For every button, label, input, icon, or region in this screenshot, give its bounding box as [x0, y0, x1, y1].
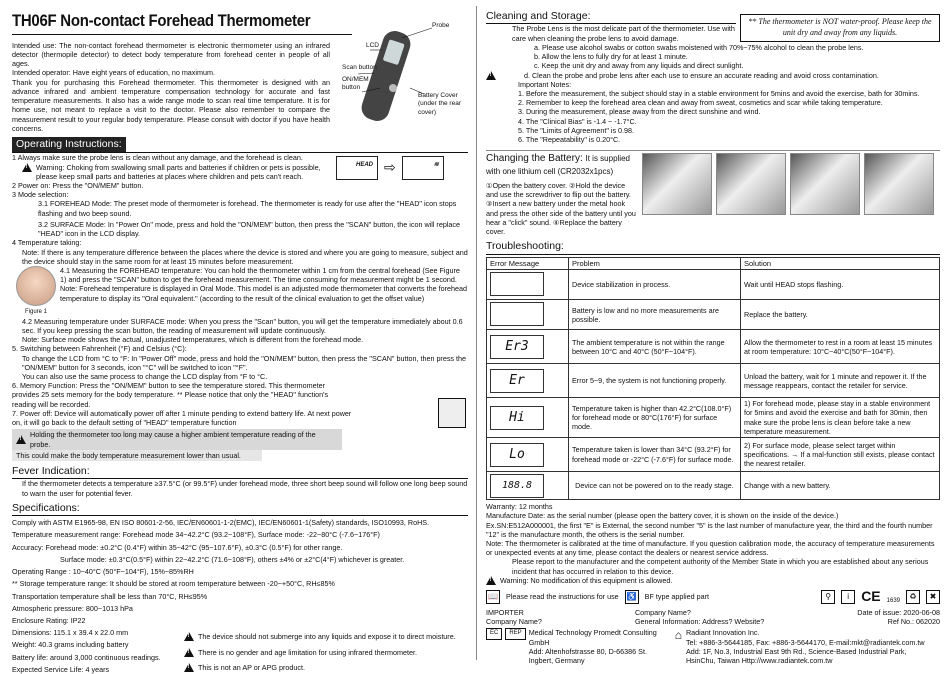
note-line: 3. During the measurement, please away from the direct sunshine and wind. [518, 107, 761, 117]
instruction-3: 3 Mode selection: [12, 190, 69, 200]
importer-info: General Information: Address? Website? [634, 617, 765, 627]
lcd-surface-icon: ≋ [402, 156, 444, 180]
ref-number: Ref No.: 062020 [887, 617, 940, 627]
title-rule [12, 34, 352, 35]
problem-cell: Device stabilization in process. [569, 270, 741, 300]
cleaning-step-d: ! d. Clean the probe and probe lens after each use to ensure an accurate reading and avoid cross contamination. [486, 71, 940, 80]
spec-warnings [184, 632, 456, 672]
fever-heading: Fever Indication: [12, 465, 468, 479]
column-header: Problem [569, 257, 741, 270]
spec-list [12, 518, 468, 674]
spec-line: Transportation temperature shall be less than 70°C, RH≤95% [12, 591, 208, 601]
battery-heading: Changing the Battery: It is supplied with one lithium cell (CR2032x1pcs) [486, 153, 630, 177]
manufacturer-icon: ⌂ [674, 628, 682, 643]
document-title: TH06F Non-contact Forehead Thermometer [12, 11, 311, 30]
ec-rep-symbol: EC [486, 628, 502, 640]
manufacturer-address: Add: 1F, No.3, Industrial East 9th Rd., Science-Based Industrial Park, HsinChu, Taiwan Http://www.radiantek.com.tw [685, 646, 907, 666]
battery-step-photo [864, 153, 934, 215]
scan-button-label: Scan button [342, 64, 377, 71]
spec-warning: This is not an AP or APG product. [198, 662, 305, 672]
notes-title: Important Notes: [518, 79, 572, 89]
spec-line: Accuracy: Forehead mode: ±0.2°C (0.4°F) within 35~42°C (95~107.6°F), ±0.3°C (0.5°F) for other range. [12, 542, 343, 552]
solution-cell: Wait until HEAD stops flashing. [741, 270, 940, 300]
lcd-head-icon: HEAD [336, 156, 378, 180]
importer-name: Company Name? [486, 617, 542, 627]
bf-label: BF type applied part [644, 592, 709, 602]
warranty-line: Please report to the manufacturer and the competent authority of the Member State in which you are established about any serious incident that has occurred in relation to this device. [512, 557, 929, 576]
table-header-row [487, 257, 940, 270]
onmem-button-label: ON/MEM button [342, 76, 369, 92]
warning-icon [22, 163, 32, 172]
intro-paragraph: Thank you for purchasing this Forehead thermometer. This thermometer is designed with an advance infrared and ambient temperature compensation technology for accurate and fast temperature measurements. It also has a wide range mode to scan real time temperature. It is for home use, not meant to replace a visit to the doctor. Please also remember to compare the measurement result to your regular body temperature. Please consult with doctor if you have health concerns. [12, 77, 330, 133]
spec-line: ** Storage temperature range: It should be stored at room temperature between -20~+50°C, RH≤85% [12, 579, 335, 589]
instruction-3-2: 3.2 SURFACE Mode: In "Power On" mode, press and hold the "ON/MEM" button, then press the "SCAN" button, the icon will replace "HEAD" icon in the LCD display. [38, 219, 461, 239]
battery-photos [642, 153, 938, 236]
instruction-5: 5. Switching between Fahrenheit (°F) and Celsius (°C): [12, 344, 187, 354]
lcd-error: Hi [490, 406, 544, 430]
footer-info [486, 608, 940, 626]
warranty-section [486, 502, 940, 585]
problem-cell: The ambient temperature is not within the range between 10°C and 40°C (50°F~104°F). [569, 330, 741, 364]
manufacturer-contact: Tel: +886-3-5644185, Fax: +886-3-5644170, E-mail:mkt@radiantek.com.tw [685, 637, 925, 647]
figure-1-block [12, 266, 468, 317]
type-bf-icon: ⚲ [821, 590, 835, 604]
warning-icon [184, 663, 194, 672]
battery-step-photo [642, 153, 712, 215]
instruction-5b: You can also use the same process to change the LCD display from °F to °C. [22, 371, 268, 381]
cleaning-intro: The Probe Lens is the most delicate part of the thermometer. Use with care when cleaning the probe lens to avoid damage. [512, 24, 735, 43]
cleaning-step: c. Keep the unit dry and away from any liquids and direct sunlight. [534, 61, 744, 71]
solution-cell: 2) For surface mode, please select target within specifications. → If a mal-function still exists, please contact the nearest retailer. [741, 438, 940, 472]
spec-line: Expected Service Life: 4 years [12, 664, 110, 674]
warranty-line: Manufacture Date: as the serial number (please open the battery cover, it is shown on the inside of the device.) [486, 511, 839, 521]
modification-warning: ! Warning: No modification of this equipment is allowed. [486, 576, 940, 585]
figure-1: Figure 1 [12, 266, 60, 317]
note-line: 2. Remember to keep the forehead area clean and away from sweat, cosmetics and scar while taking temperature. [518, 98, 883, 108]
instruction-5a: To change the LCD from °C to °F: In "Power Off" mode, press and hold the "ON/MEM" button, then press the "SCAN" button, then press the "ON/MEM" button for 3 seconds, icon "°C" will be switched to icon "°F". [22, 353, 467, 372]
table-row [487, 270, 940, 300]
lcd-mode-figures [336, 156, 444, 180]
battery-section [486, 150, 940, 236]
spec-line: Atmospheric pressure: 800~1013 hPa [12, 603, 133, 613]
spec-line: Battery life: around 3,000 continuous readings. [12, 652, 161, 662]
warning-icon [184, 648, 194, 657]
troubleshooting-table [486, 257, 940, 500]
info-icon: i [841, 590, 855, 604]
troubleshooting-heading: Troubleshooting: [486, 240, 940, 254]
cleaning-step: a. Please use alcohol swabs or cotton swabs moistened with 70%~75% alcohol to clean the probe lens. [534, 42, 864, 52]
table-row [487, 330, 940, 364]
instruction-7: 7. Power off: Device will automatically power off after 1 minute pending to extend battery life. At next power on, it will go back to the default setting of "HEAD" temperature function [12, 408, 352, 428]
instruction-3-1: 3.1 FOREHEAD Mode: The preset mode of thermometer is forehead. The thermometer is ready for use after the "HEAD" icon stops flashing and two beep sound. [38, 199, 457, 218]
battery-step-photo [790, 153, 860, 215]
recycle-icon: ♻ [906, 590, 920, 604]
note-line: 5. The "Limits of Agreement" is 0.98. [518, 125, 635, 135]
note-line: 4. The "Clinical Bias" is -1.4 ~ -1.7°C. [518, 116, 637, 126]
intro-section [12, 41, 330, 133]
warning-icon [184, 632, 194, 641]
problem-cell: Device can not be powered on to the ready stage. [569, 472, 741, 500]
solution-cell: Unload the battery, wait for 1 minute and repower it. If the message reappears, contact the retailer for service. [741, 364, 940, 398]
warning-icon [486, 71, 496, 80]
symbols-row [486, 588, 940, 606]
issue-date: Date of issue: 2020-06-08 [857, 607, 940, 617]
table-row [487, 398, 940, 438]
lcd-blank [490, 272, 544, 296]
ce-code: 1639 [886, 598, 900, 605]
solution-cell: Allow the thermometer to rest in a room at least 15 minutes at room temperature: 10°C~40°C(50°F~104°F). [741, 330, 940, 364]
warning-icon [16, 435, 26, 444]
note-4: Note: If there is any temperature difference between the places where the device is stored and where you are going to measure, subject and the device should stay in the same room for at least 15 minutes before measurement. [22, 247, 468, 266]
table-row [487, 472, 940, 500]
note-4-2: Note: Surface mode shows the actual, unadjusted temperatures, which is different from the forehead mode. [22, 335, 364, 345]
intro-paragraph: Intended operator: Have eight years of education, no maximum. [12, 68, 215, 78]
waterproof-note: ** The thermometer is NOT water-proof. Please keep the unit dry and away from any liquids. [740, 14, 940, 42]
book-icon: 📖 [486, 590, 500, 604]
note-4-1: Note: Forehead temperature is displayed in Oral Mode. This model is an adjusted mode thermometer that converts the forehead temperature to display its "Oral equivalent." (according to the result of the clinical evaluation to get the offset value) [60, 284, 467, 303]
column-header: Solution [741, 257, 940, 270]
probe-label: Probe [432, 22, 450, 29]
solution-cell: Change with a new battery. [741, 472, 940, 500]
caution-bar-1: ! Holding the thermometer too long may cause a higher ambient temperature reading of the probe. [12, 429, 342, 449]
column-divider [476, 6, 477, 660]
importer-label: IMPORTER [486, 607, 524, 617]
spec-warning: There is no gender and age limitation for using infrared thermometer. [198, 647, 417, 657]
solution-cell: 1) For forehead mode, please stay in a stable environment for 5mins and avoid the exercise and bath for 30min, then make sure the probe lens is clean before take a new temperature measurement. [741, 398, 940, 438]
battery-steps: ①Open the battery cover. ②Hold the device and use the screwdriver to flip out the battery. ③Insert a new battery under the metal hook and press the other side of the battery until you hear a "click" sound. ④Replace the battery cover. [486, 180, 636, 236]
lcd-error: Er3 [490, 335, 544, 359]
ce-mark-icon: CE [861, 588, 881, 605]
note-line: 1. Before the measurement, the subject should stay in a stable environment for 5mins and avoid the exercise, bath for 30mins. [518, 88, 920, 98]
ifu-label: Please read the instructions for use [506, 592, 619, 602]
fever-text: If the thermometer detects a temperature ≥37.5°C (or 99.5°F) under forehead mode, three short beep sound will follow one long beep sound to warn the user for potential fever. [22, 479, 468, 498]
table-row [487, 364, 940, 398]
child-photo [16, 266, 56, 306]
warning-icon [486, 576, 496, 585]
spec-line: Weight: 40.3 grams including battery [12, 640, 129, 650]
instruction-4: 4 Temperature taking: [12, 238, 82, 248]
specifications-heading: Specifications: [12, 502, 468, 516]
column-header: Error Message [487, 257, 569, 270]
spec-line: Comply with ASTM E1965-98, EN ISO 80601-2-56, IEC/EN60601-1-2(EMC), IEC/EN60601-1(Safety) standards, ISO10993, RoHS. [12, 518, 430, 528]
spec-warning: The device should not submerge into any liquids and expose it to direct moisture. [198, 632, 456, 642]
hand-hold-picture [438, 398, 466, 428]
warranty-line: Note: The thermometer is calibrated at the time of manufacture. If you question calibration mode, the accuracy of temperature measurements or unexpected events at any time, please contact the dealers or nearest service address. [486, 538, 935, 558]
warranty-line: Ex.SN:E512A000001, the first "E" is External, the second number "5" is the last number of manufacture year, the third and the fourth number "12" is the manufacture month, the others is the serial number. [486, 520, 933, 539]
weee-bin-icon: ✖ [926, 590, 940, 604]
spec-line: Temperature measurement range: Forehead mode 34~42.2°C (93.2~108°F), Surface mode: -22~80°C (-7.6~176°F) [12, 530, 380, 540]
problem-cell: Battery is low and no more measurements are possible. [569, 300, 741, 330]
warranty-line: Warranty: 12 months [486, 502, 553, 512]
rep-symbol: REP [505, 628, 525, 640]
caution-bar-2: This could make the body temperature measurement lower than usual. [12, 450, 262, 461]
lcd-full: 188.8 [490, 474, 544, 498]
manufacturer-row [486, 628, 940, 665]
problem-cell: Temperature taken is lower than 34°C (93.2°F) for forehead mode or -22°C (-7.6°F) for surface mode. [569, 438, 741, 472]
cleaning-heading: Cleaning and Storage: [486, 10, 736, 24]
battery-cover-label: Battery Cover (under the rear cover) [418, 92, 461, 116]
battery-step-photo [716, 153, 786, 215]
instruction-1: 1 Always make sure the probe lens is clean without any damage, and the forehead is clean. [12, 153, 303, 163]
instruction-2: 2 Power on: Press the "ON/MEM" button. [12, 181, 144, 191]
lcd-error: Lo [490, 443, 544, 467]
table-row [487, 300, 940, 330]
note-line: 6. The "Repeatability" is 0.20°C. [518, 135, 621, 145]
instruction-6: 6. Memory Function: Press the "ON/MEM" button to see the temperature stored. This thermometer provides 25 sets memory for the body temperature. ** Please notice that only the "HEAD" function's reading will be recorded. [12, 381, 329, 409]
intro-paragraph: Intended use: The non-contact forehead thermometer is electronic thermometer using an infrared detector (thermopile detector) to detect body temperature from forehead center in people of all ages. [12, 40, 330, 69]
spec-line: Enclosure Rating: IP22 [12, 616, 86, 626]
choking-warning: ! Warning: Choking from swallowing small parts and batteries if children or pets is possible, please keep small parts and batteries at places where children and pets can't reach. [12, 163, 322, 181]
cleaning-step: b. Allow the lens to fully dry for at least 1 minute. [534, 52, 688, 62]
bf-type-icon: ♿ [625, 590, 639, 604]
problem-cell: Temperature taken is higher than 42.2°C(108.0°F) for forehead mode or 80°C(176°F) for surface mode. [569, 398, 741, 438]
lcd-label: LCD [366, 42, 380, 49]
instruction-4-1: 4.1 Measuring the FOREHEAD temperature: You can hold the thermometer within 1 cm from the central forehead (See Figure 1) and press the "SCAN" button to get the forehead measurement. The time consuming for measurement might be 1 second. [60, 266, 460, 285]
lcd-error: Er [490, 369, 544, 393]
manufacturer-name: Radiant Innovation Inc. [685, 628, 760, 638]
right-column [478, 0, 950, 664]
lcd-low-battery [490, 302, 544, 326]
problem-cell: Error 5~9, the system is not functioning properly. [569, 364, 741, 398]
operating-heading: Operating Instructions: [12, 137, 468, 153]
spec-line: Dimensions: 115.1 x 39.4 x 22.0 mm [12, 628, 129, 638]
ec-rep-address: Medical Technology Promedt Consulting GmbH Add: Altenhofstrasse 80, D-66386 St. Ingbert, Germany [528, 628, 657, 666]
solution-cell: Replace the battery. [741, 300, 940, 330]
spec-line: Surface mode: ±0.3°C(0.5°F) within 22~42.2°C (71.6~108°F), others ±4% or ±2°C(4°F) whichever is greater. [60, 554, 405, 564]
arrow-right-icon: ⇨ [384, 159, 396, 176]
spec-line: Operating Range : 10~40°C (50°F~104°F), 15%~85%RH [12, 567, 194, 577]
importer-company: Company Name? [634, 607, 691, 617]
instruction-4-2: 4.2 Measuring temperature under SURFACE mode: When you press the "Scan" button, you will get the temperature immediately about 0.6 sec. If you keep pressing the scan button, the reading of measurement will update continuously. [22, 316, 463, 335]
table-row [487, 438, 940, 472]
